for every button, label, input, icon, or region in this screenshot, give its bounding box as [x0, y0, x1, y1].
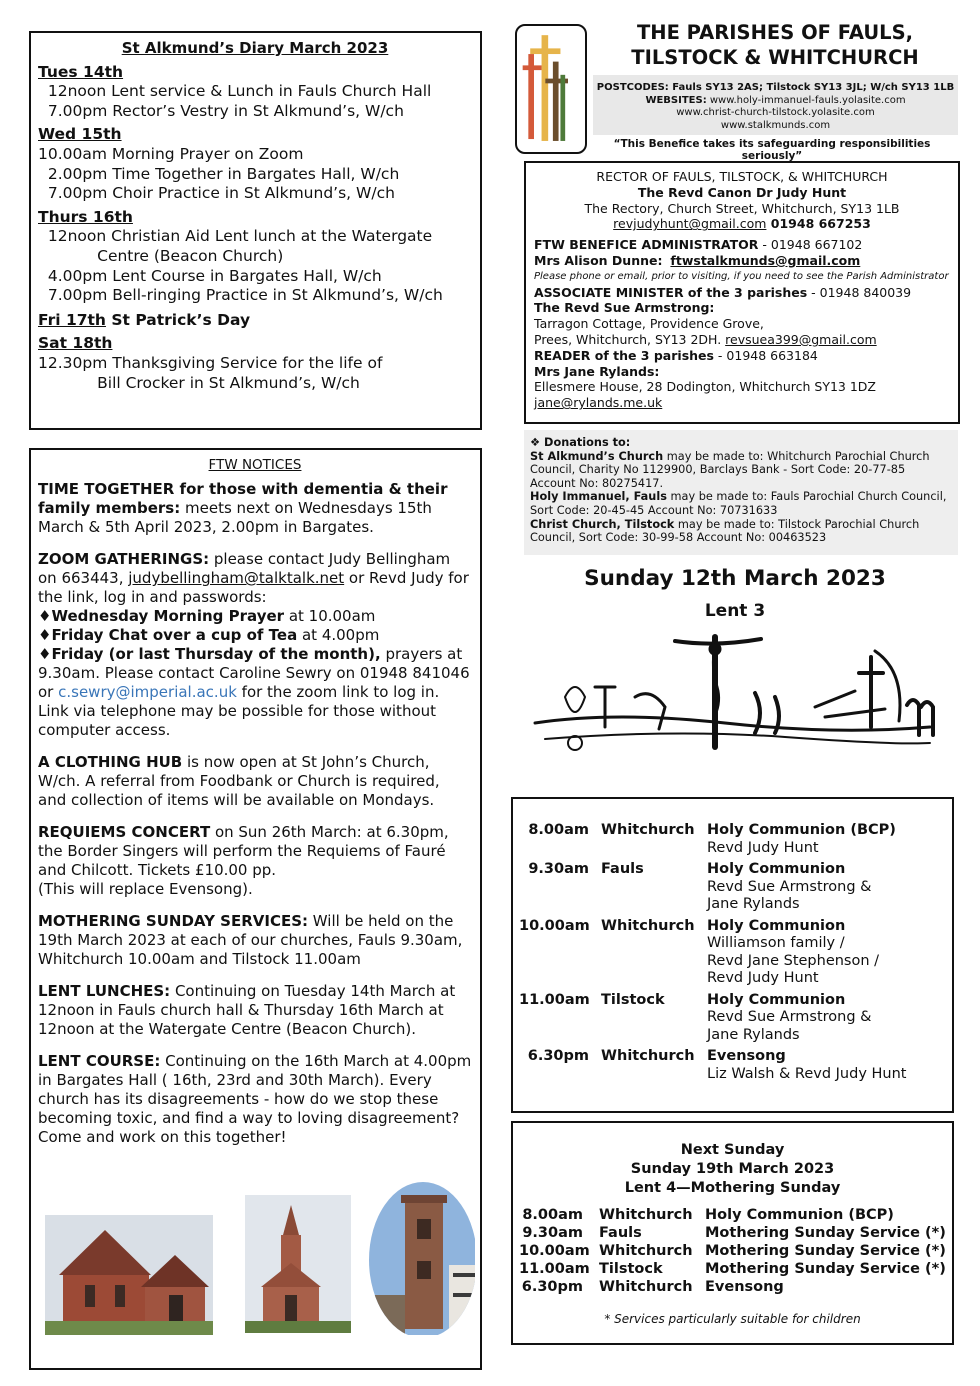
service-time: 8.00am	[528, 822, 589, 838]
next-sunday-box	[511, 1121, 954, 1345]
diamond-icon: ♦	[38, 607, 52, 625]
notice-requiems: REQUIEMS CONCERT on Sun 26th March: at 6.30pm, the Border Singers will perform the Requiems of Fauré and Chilcott. Tickets £10.00 pp. (This will replace Evensong).	[38, 823, 449, 898]
service-time: 11.00am	[519, 991, 590, 1008]
email-link[interactable]: revsuea399@gmail.com	[725, 331, 877, 347]
day-label: Tues 14th	[38, 62, 124, 81]
service-people: Revd Sue Armstrong &	[707, 1009, 872, 1025]
sunday-title: Sunday 12th March 2023	[584, 566, 886, 591]
website-link[interactable]: www.christ-church-tilstock.yolasite.com	[676, 107, 875, 118]
email-link[interactable]: ftwstalkmunds@gmail.com	[670, 252, 861, 268]
diary-event: St Patrick’s Day	[105, 310, 251, 329]
notice-lent-course: LENT COURSE: Continuing on the 16th March at 4.00pm in Bargates Hall ( 16th, 23rd and 30th March). Every church has its disagreements - how do we stop these becoming toxic, and find a way to loving disagreement? Come and work on this together!	[38, 1052, 472, 1146]
next-service-row: 6.30pm Whitchurch Evensong	[521, 1279, 784, 1295]
service-type: Holy Communion (BCP)	[707, 822, 896, 838]
next-service-row: 11.00am Tilstock Mothering Sunday Service (*)	[519, 1261, 946, 1277]
email-link[interactable]: revjudyhunt@gmail.com	[613, 216, 767, 232]
safeguarding-statement: “This Benefice takes its safeguarding responsibilities seriously”	[613, 138, 931, 162]
children-note: * Services particularly suitable for children	[604, 1312, 861, 1326]
next-service-row: 8.00am Whitchurch Holy Communion (BCP)	[522, 1207, 894, 1223]
diary-box	[29, 31, 482, 430]
diary-event: Centre (Beacon Church)	[38, 246, 284, 265]
rector-address: The Rectory, Church Street, Whitchurch, SY13 1LB	[584, 200, 900, 216]
donations-panel: ❖ Donations to: St Alkmund’s Church may be made to: Whitchurch Parochial Church Council, Charity No 1129900, Barclays Bank - Sort Code: 20-77-85 Account No: 80275417. Holy Immanuel, Fauls may be made to: Fauls Parochial Church Council, Sort Code: 20-45-45 Account No: 70731633 Christ Church, Tilstock may be made to: Tilstock Parochial Church Council, Sort Code: 30-99-58 Account No: 00463523	[524, 430, 958, 555]
notices-box	[29, 448, 482, 1370]
cross-logo	[515, 24, 587, 154]
diary-event: 12.30pm Thanksgiving Service for the life of	[38, 353, 383, 372]
day-label: Thurs 16th	[38, 207, 133, 226]
service-type: Holy Communion	[707, 861, 846, 877]
diary-event: 12noon Lent service & Lunch in Fauls Church Hall	[38, 82, 432, 101]
diary-event: 10.00am Morning Prayer on Zoom	[38, 144, 304, 163]
email-link[interactable]: jane@rylands.me.uk	[534, 395, 663, 411]
notice-zoom: ZOOM GATHERINGS: please contact Judy Bellingham on 663443, judybellingham@talktalk.net or Revd Judy for the link, log in and passwords: ♦Wednesday Morning Prayer at 10.00am ♦Friday Chat over a cup of Tea at 4.00pm ♦Friday (or last Thursday of the month), prayers at 9.30am. Please contact Caroline Sewry on 01948 841046 or c.sewry@imperial.ac.uk for the zoom link to log in. Link via telephone may be possible for those without computer access.	[38, 550, 470, 739]
service-people: Revd Jane Stephenson /	[707, 952, 880, 969]
fauls-church-photo	[45, 1215, 213, 1335]
service-place: Whitchurch	[601, 917, 695, 934]
service-type: Holy Communion	[707, 917, 846, 934]
website-link[interactable]: www.holy-immanuel-fauls.yolasite.com	[706, 94, 906, 106]
church-photos	[45, 1175, 475, 1335]
parishes-title: THE PARISHES OF FAULS, TILSTOCK & WHITCHURCH	[631, 21, 919, 69]
diary-day	[38, 311, 472, 331]
service-people: Revd Judy Hunt	[707, 839, 819, 856]
next-service-row: 10.00am Whitchurch Mothering Sunday Service (*)	[519, 1243, 946, 1259]
sunday-subtitle: Lent 3	[704, 601, 766, 621]
crucifixion-illustration	[525, 627, 940, 755]
service-place: Fauls	[601, 861, 644, 877]
diary-day	[38, 125, 472, 203]
notices-title: FTW NOTICES	[208, 457, 302, 473]
tilstock-church-photo	[245, 1195, 351, 1333]
email-link[interactable]: judybellingham@talktalk.net	[128, 569, 345, 587]
notice-clothing-hub: A CLOTHING HUB is now open at St John’s Church, W/ch. A referral from Foodbank or Church is required, and collection of items will be available on Mondays.	[38, 753, 440, 809]
service-place: Whitchurch	[601, 822, 695, 838]
service-people: Liz Walsh & Revd Judy Hunt	[707, 1065, 907, 1082]
service-row	[519, 918, 952, 988]
diary-event: 12noon Christian Aid Lent lunch at the Watergate	[38, 227, 433, 246]
next-sunday-date: Sunday 19th March 2023	[630, 1161, 835, 1177]
rector-title: RECTOR OF FAULS, TILSTOCK, & WHITCHURCH	[596, 169, 888, 184]
service-place: Tilstock	[601, 991, 665, 1008]
st-alkmunds-photo	[365, 1180, 475, 1335]
notice-mothering-sunday: MOTHERING SUNDAY SERVICES: Will be held on the 19th March 2023 at each of our churches, Fauls 9.30am, Whitchurch 10.00am and Tilstock 11.00am	[38, 912, 463, 968]
diary-day	[38, 208, 472, 306]
service-people: Williamson family /	[707, 935, 845, 951]
service-people: Revd Sue Armstrong &	[707, 878, 872, 895]
diary-day	[38, 63, 472, 122]
rector-box: RECTOR OF FAULS, TILSTOCK, & WHITCHURCH The Revd Canon Dr Judy Hunt The Rectory, Church Street, Whitchurch, SY13 1LB revjudyhunt@gmail.com 01948 667253 FTW BENEFICE ADMINISTRATOR - 01948 667102 Mrs Alison Dunne: ftwstalkmunds@gmail.com Please phone or email, prior to visiting, if you need to see the Parish Administrator ASSOCIATE MINISTER of the 3 parishes - 01948 840039 The Revd Sue Armstrong: Tarragon Cottage, Providence Grove, Prees, Whitchurch, SY13 2DH. revsuea399@gmail.com READER of the 3 parishes - 01948 663184 Mrs Jane Rylands: Ellesmere House, 28 Dodington, Whitchurch SY13 1DZ jane@rylands.me.uk	[524, 161, 960, 424]
next-sunday-lent: Lent 4—Mothering Sunday	[624, 1180, 841, 1196]
rector-name: The Revd Canon Dr Judy Hunt	[637, 184, 847, 200]
diary-event: 4.00pm Lent Course in Bargates Hall, W/ch	[38, 266, 382, 285]
diary-event: 7.00pm Choir Practice in St Alkmund’s, W/ch	[38, 184, 395, 203]
service-time: 6.30pm	[527, 1048, 589, 1064]
diary-title: St Alkmund’s Diary March 2023	[121, 39, 389, 57]
next-sunday-heading: Next Sunday	[680, 1142, 785, 1158]
postcodes: POSTCODES: Fauls SY13 2AS; Tilstock SY13 3JL; W/ch SY13 1LB	[596, 82, 955, 93]
diary-event: 7.00pm Bell-ringing Practice in St Alkmund’s, W/ch	[38, 286, 443, 305]
diary-event: 7.00pm Rector’s Vestry in St Alkmund’s, W/ch	[38, 101, 404, 120]
diary-day	[38, 334, 472, 393]
services-box	[511, 797, 954, 1113]
contact-info-panel: POSTCODES: Fauls SY13 2AS; Tilstock SY13 3JL; W/ch SY13 1LB WEBSITES: www.holy-immanuel-fauls.yolasite.com www.christ-church-tilstock.yolasite.com www.stalkmunds.com	[593, 75, 958, 135]
service-place: Whitchurch	[601, 1048, 695, 1064]
service-type: Evensong	[707, 1048, 786, 1064]
day-label: Fri 17th	[38, 310, 106, 329]
service-time: 10.00am	[519, 917, 590, 934]
service-people: Revd Judy Hunt	[707, 970, 819, 986]
diamond-icon: ♦	[38, 626, 52, 644]
email-link[interactable]: c.sewry@imperial.ac.uk	[58, 683, 237, 701]
day-label: Wed 15th	[38, 125, 122, 144]
notice-time-together: TIME TOGETHER for those with dementia & their family members: meets next on Wednesdays 15th March & 5th April 2023, 2.00pm in Bargates.	[38, 480, 448, 536]
service-time: 9.30am	[528, 861, 589, 877]
service-people: Jane Rylands	[707, 896, 800, 912]
diamond-icon: ♦	[38, 645, 52, 663]
service-row	[519, 992, 952, 1045]
diary-event: 2.00pm Time Together in Bargates Hall, W/ch	[38, 164, 400, 183]
day-label: Sat 18th	[38, 334, 113, 353]
service-row	[519, 1048, 952, 1083]
service-type: Holy Communion	[707, 991, 846, 1008]
next-service-row: 9.30am Fauls Mothering Sunday Service (*)	[522, 1225, 946, 1241]
service-people: Jane Rylands	[707, 1026, 800, 1043]
diary-event: Bill Crocker in St Alkmund’s, W/ch	[38, 373, 360, 392]
service-row	[519, 861, 952, 914]
service-row	[519, 822, 952, 857]
website-link[interactable]: www.stalkmunds.com	[720, 119, 831, 131]
notice-lent-lunches: LENT LUNCHES: Continuing on Tuesday 14th March at 12noon in Fauls church hall & Thursday 16th March at 12noon at the Watergate Centre (Beacon Church).	[38, 982, 456, 1038]
